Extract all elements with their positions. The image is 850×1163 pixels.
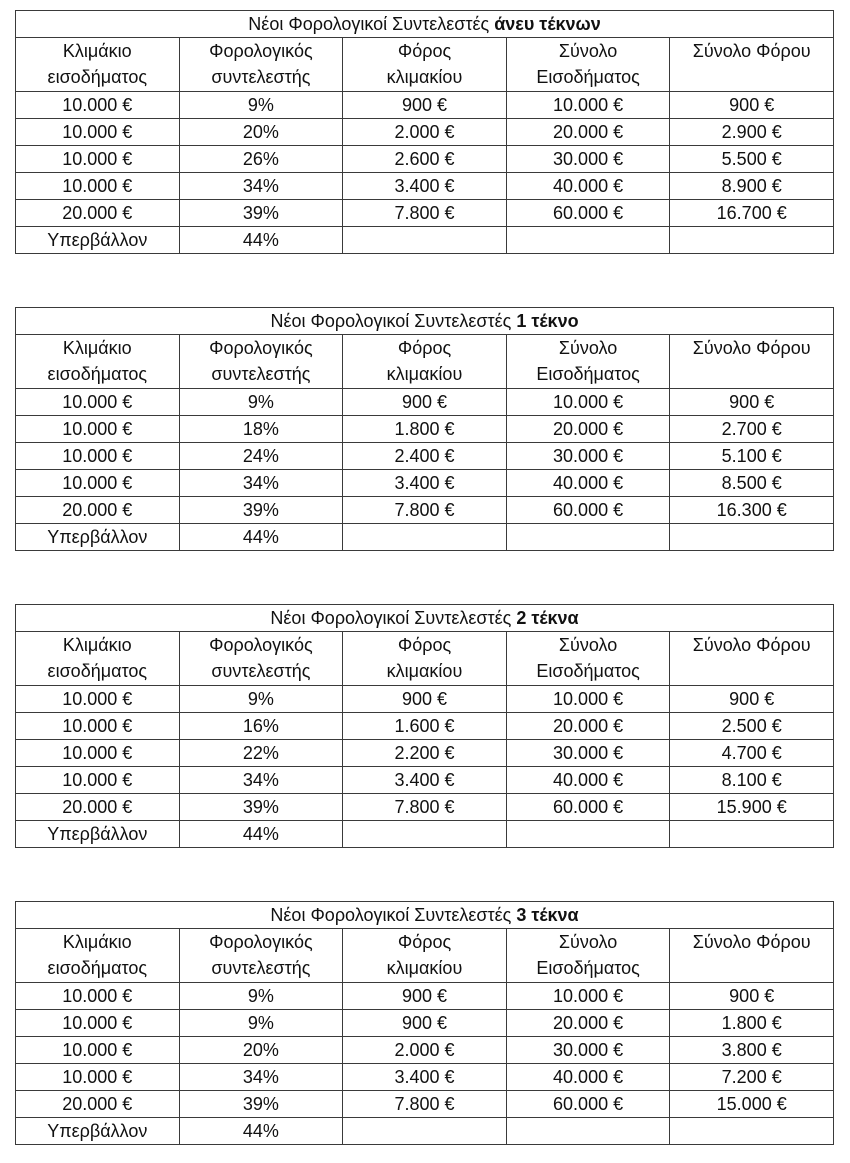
table-cell [506,227,670,254]
table-cell: 16.300 € [670,497,834,524]
table-cell: 10.000 € [16,983,180,1010]
table-cell: 18% [179,416,343,443]
header-line: Εισοδήματος [536,67,640,87]
header-line: Φορολογικός [209,635,313,655]
tax-table [15,901,834,1145]
table-cell: 10.000 € [16,389,180,416]
table-cell: 30.000 € [506,1037,670,1064]
table-cell: 900 € [670,389,834,416]
table-cell: 2.600 € [343,146,507,173]
title-category: άνευ τέκνων [494,14,601,34]
table-cell: 9% [179,92,343,119]
table-title [16,605,834,632]
header-row [16,335,834,389]
column-header [16,929,180,983]
table-cell: 20.000 € [16,1091,180,1118]
table-row [16,767,834,794]
table-cell [343,821,507,848]
table-cell: 2.000 € [343,1037,507,1064]
table-cell: 20.000 € [506,119,670,146]
table-row [16,173,834,200]
header-line: κλιμακίου [386,661,463,681]
table-cell: 20.000 € [16,200,180,227]
table-cell: 900 € [343,983,507,1010]
table-cell: 1.800 € [670,1010,834,1037]
table-cell: 9% [179,686,343,713]
table-cell: 10.000 € [16,1064,180,1091]
header-line: κλιμακίου [386,67,463,87]
table-cell [670,227,834,254]
table-cell: 10.000 € [16,173,180,200]
title-category: 2 τέκνα [516,608,579,628]
table-cell: Υπερβάλλον [16,821,180,848]
table-row [16,92,834,119]
table-cell: 900 € [670,686,834,713]
title-category: 1 τέκνο [516,311,579,331]
column-header [179,929,343,983]
table-cell: 10.000 € [506,686,670,713]
table-cell: 60.000 € [506,1091,670,1118]
table-cell: 39% [179,1091,343,1118]
column-header [179,632,343,686]
table-cell: 10.000 € [16,686,180,713]
column-header [16,335,180,389]
table-cell: 10.000 € [16,443,180,470]
table-cell: 2.400 € [343,443,507,470]
header-line: Κλιμάκιο [62,41,132,61]
header-line: Φορολογικός [209,41,313,61]
table-cell: Υπερβάλλον [16,227,180,254]
table-cell: 39% [179,794,343,821]
table-row [16,983,834,1010]
table-cell [506,821,670,848]
table-cell: 22% [179,740,343,767]
table-title-row [16,902,834,929]
table-row [16,443,834,470]
title-category: 3 τέκνα [516,905,579,925]
table-cell: 16% [179,713,343,740]
header-line: Κλιμάκιο [62,338,132,358]
table-cell: 60.000 € [506,794,670,821]
table-title [16,902,834,929]
header-row [16,929,834,983]
column-header [506,38,670,92]
table-cell: 3.400 € [343,173,507,200]
header-line: Φορολογικός [209,338,313,358]
header-line: Σύνολο Φόρου [692,41,811,61]
table-cell: 3.400 € [343,1064,507,1091]
table-cell: 7.200 € [670,1064,834,1091]
table-cell: 44% [179,1118,343,1145]
table-row [16,389,834,416]
header-line: Φόρος [397,338,452,358]
table-cell: 2.200 € [343,740,507,767]
header-line: Εισοδήματος [536,364,640,384]
table-cell: 8.500 € [670,470,834,497]
table-cell: 10.000 € [16,1037,180,1064]
title-text: Νέοι Φορολογικοί Συντελεστές [270,608,517,628]
table-cell: 10.000 € [16,767,180,794]
table-cell: 900 € [343,389,507,416]
table-cell: 60.000 € [506,497,670,524]
header-line: Σύνολο [558,338,618,358]
header-line: συντελεστής [211,67,311,87]
column-header [506,632,670,686]
header-line: εισοδήματος [47,661,148,681]
table-cell: 900 € [343,686,507,713]
table-row [16,1118,834,1145]
header-line: κλιμακίου [386,364,463,384]
table-cell: 8.100 € [670,767,834,794]
table-cell: 2.700 € [670,416,834,443]
header-line: Σύνολο Φόρου [692,635,811,655]
table-cell [343,227,507,254]
table-cell: 34% [179,470,343,497]
column-header [179,335,343,389]
table-cell: 20.000 € [506,416,670,443]
table-row [16,200,834,227]
table-title-row [16,11,834,38]
table-cell: 16.700 € [670,200,834,227]
table-row [16,146,834,173]
table-cell: 5.100 € [670,443,834,470]
tax-table [15,10,834,254]
table-cell: 30.000 € [506,146,670,173]
title-text: Νέοι Φορολογικοί Συντελεστές [270,311,517,331]
header-line: Εισοδήματος [536,958,640,978]
header-line: Σύνολο [558,635,618,655]
table-title [16,11,834,38]
table-cell: 2.500 € [670,713,834,740]
column-header [670,335,834,389]
table-cell: 3.400 € [343,767,507,794]
table-row [16,794,834,821]
table-row [16,1064,834,1091]
table-cell: 900 € [670,983,834,1010]
header-line [670,361,833,387]
table-row [16,1037,834,1064]
column-header [343,929,507,983]
header-line [670,658,833,684]
table-cell: 900 € [343,1010,507,1037]
table-row [16,524,834,551]
table-cell: 10.000 € [16,92,180,119]
table-cell: 2.900 € [670,119,834,146]
table-cell: 10.000 € [16,1010,180,1037]
table-cell [670,821,834,848]
header-line: συντελεστής [211,661,311,681]
table-row [16,713,834,740]
table-cell: 40.000 € [506,173,670,200]
table-cell: 9% [179,389,343,416]
table-cell: 4.700 € [670,740,834,767]
header-line: εισοδήματος [47,958,148,978]
table-cell: 2.000 € [343,119,507,146]
table-cell: 900 € [343,92,507,119]
column-header [506,335,670,389]
table-cell: 9% [179,1010,343,1037]
table-cell: Υπερβάλλον [16,524,180,551]
table-cell: 10.000 € [16,146,180,173]
header-line: εισοδήματος [47,364,148,384]
table-cell: 40.000 € [506,767,670,794]
header-line: κλιμακίου [386,958,463,978]
table-cell [506,1118,670,1145]
table-row [16,1091,834,1118]
table-cell: 7.800 € [343,794,507,821]
table-cell [343,524,507,551]
table-cell: 10.000 € [16,470,180,497]
table-title-row [16,308,834,335]
table-cell: 10.000 € [16,416,180,443]
header-line: Φορολογικός [209,932,313,952]
table-cell: 7.800 € [343,1091,507,1118]
table-cell: 30.000 € [506,443,670,470]
header-line: Κλιμάκιο [62,635,132,655]
table-cell: 1.800 € [343,416,507,443]
tax-table [15,307,834,551]
table-row [16,470,834,497]
table-cell: 44% [179,524,343,551]
table-cell: 900 € [670,92,834,119]
table-title [16,308,834,335]
table-row [16,227,834,254]
table-row [16,740,834,767]
header-line: εισοδήματος [47,67,148,87]
table-row [16,686,834,713]
table-cell: 10.000 € [506,983,670,1010]
table-cell: Υπερβάλλον [16,1118,180,1145]
header-line: Σύνολο [558,932,618,952]
table-cell: 1.600 € [343,713,507,740]
table-cell: 20% [179,119,343,146]
column-header [343,632,507,686]
table-cell: 20% [179,1037,343,1064]
table-cell: 34% [179,1064,343,1091]
header-line: Κλιμάκιο [62,932,132,952]
table-cell: 40.000 € [506,470,670,497]
title-text: Νέοι Φορολογικοί Συντελεστές [270,905,517,925]
header-line: συντελεστής [211,958,311,978]
table-cell: 60.000 € [506,200,670,227]
table-cell: 5.500 € [670,146,834,173]
table-cell: 40.000 € [506,1064,670,1091]
header-line: Φόρος [397,41,452,61]
table-cell: 26% [179,146,343,173]
table-cell: 3.800 € [670,1037,834,1064]
table-cell: 10.000 € [16,119,180,146]
header-line: Φόρος [397,635,452,655]
table-cell: 15.900 € [670,794,834,821]
table-cell [670,1118,834,1145]
column-header [670,929,834,983]
table-row [16,821,834,848]
column-header [670,38,834,92]
table-cell: 39% [179,497,343,524]
table-cell: 3.400 € [343,470,507,497]
table-cell: 20.000 € [506,713,670,740]
table-cell: 24% [179,443,343,470]
table-cell: 10.000 € [506,389,670,416]
header-line: Σύνολο [558,41,618,61]
table-row [16,1010,834,1037]
table-cell: 10.000 € [506,92,670,119]
table-cell [506,524,670,551]
table-cell: 30.000 € [506,740,670,767]
table-cell [343,1118,507,1145]
header-line [670,64,833,90]
table-cell: 9% [179,983,343,1010]
header-line: Σύνολο Φόρου [692,932,811,952]
table-row [16,416,834,443]
header-line: Σύνολο Φόρου [692,338,811,358]
column-header [179,38,343,92]
table-cell: 20.000 € [16,794,180,821]
table-cell: 20.000 € [506,1010,670,1037]
title-text: Νέοι Φορολογικοί Συντελεστές [248,14,495,34]
column-header [16,632,180,686]
table-cell: 15.000 € [670,1091,834,1118]
header-line: Εισοδήματος [536,661,640,681]
table-cell [670,524,834,551]
table-cell: 44% [179,227,343,254]
table-cell: 7.800 € [343,497,507,524]
table-cell: 34% [179,767,343,794]
table-row [16,497,834,524]
table-cell: 10.000 € [16,713,180,740]
column-header [506,929,670,983]
table-cell: 8.900 € [670,173,834,200]
table-cell: 20.000 € [16,497,180,524]
column-header [670,632,834,686]
table-cell: 10.000 € [16,740,180,767]
table-cell: 34% [179,173,343,200]
column-header [343,335,507,389]
table-cell: 7.800 € [343,200,507,227]
tax-table [15,604,834,848]
header-row [16,38,834,92]
table-cell: 44% [179,821,343,848]
header-line: Φόρος [397,932,452,952]
header-line [670,955,833,981]
header-line: συντελεστής [211,364,311,384]
table-row [16,119,834,146]
header-row [16,632,834,686]
table-cell: 39% [179,200,343,227]
column-header [16,38,180,92]
column-header [343,38,507,92]
table-title-row [16,605,834,632]
